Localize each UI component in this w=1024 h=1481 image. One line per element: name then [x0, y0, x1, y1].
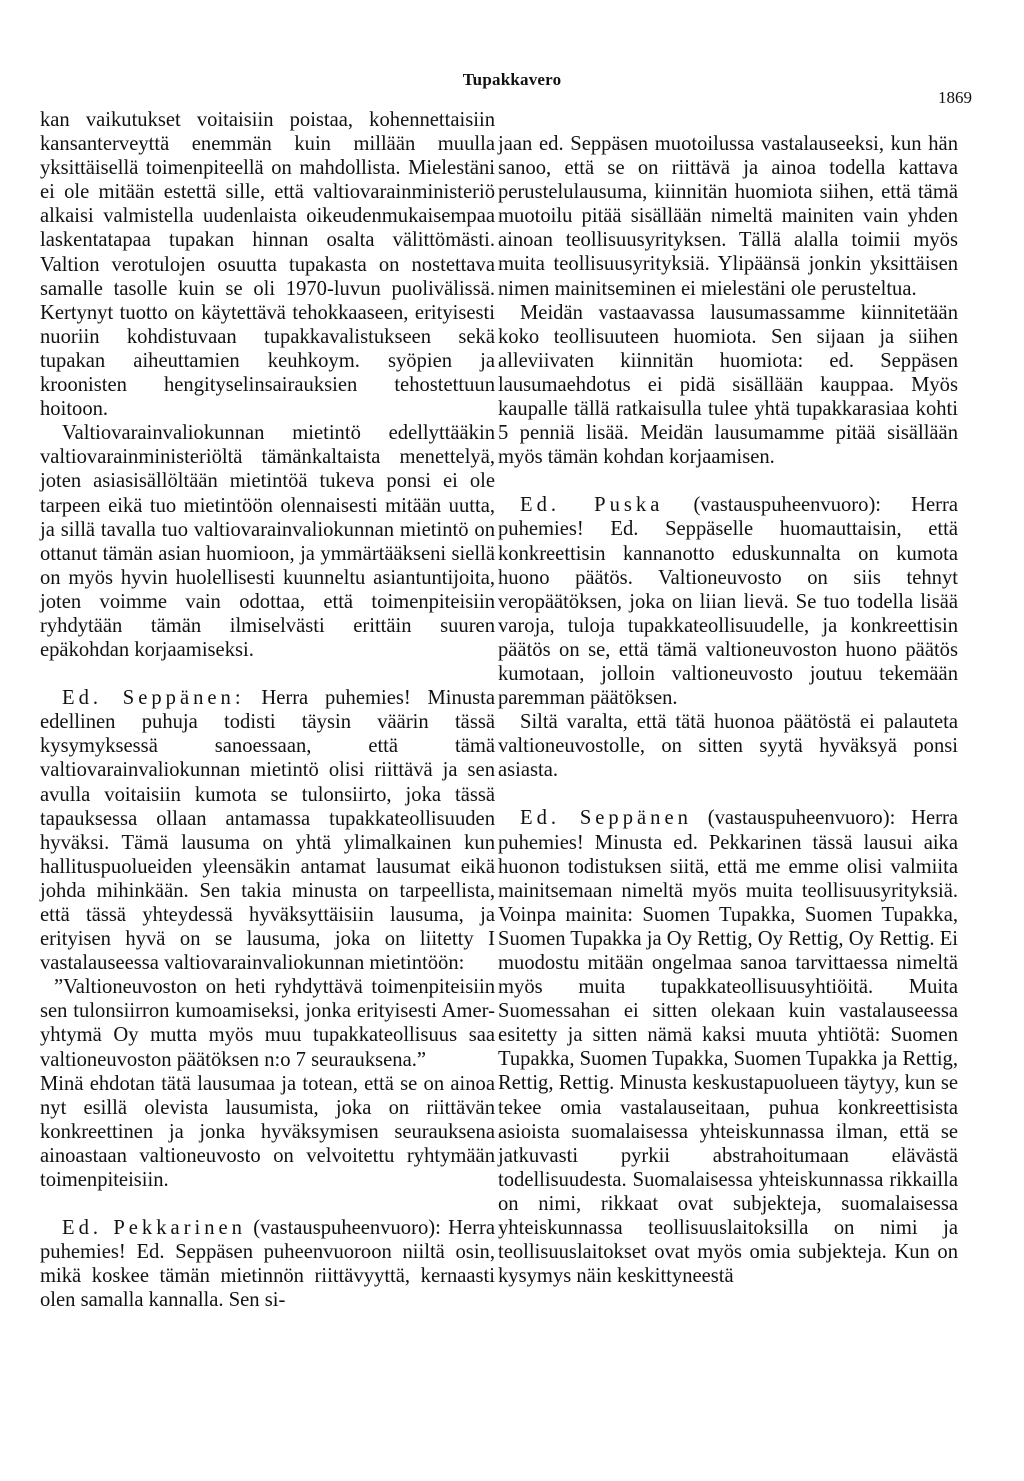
paragraph: Siltä varalta, että tätä huonoa päätöstä ei palauteta valtioneuvostolle, on sitten syytä hyväksyä ponsi asiasta.	[498, 711, 958, 782]
speech-text: (vastauspuheenvuoro): Herra puhemies! Ed. Seppäsen puheenvuoroon niiltä osin, mikä koskee tämän mietinnön riittävyyttä, kernaasti olen samalla kannalla. Sen si-	[40, 1217, 495, 1312]
speech-text: Herra puhemies! Minusta edellinen puhuja todisti täysin väärin tässä kysymyksessä sanoessaan, että tämä valtiovarainvaliokunnan mietintö olisi riittävä ja sen avulla voitaisiin kumota se tulonsiirto, joka tässä tapauksessa ollaan antamassa tupakkateollisuuden hyväksi. Tämä lausuma on yhtä ylimalkainen kun hallituspuolueiden yleensäkin antamat lausumat eikä johda mihinkään. Sen takia minusta on tarpeellista, että tässä yhteydessä hyväksyttäisiin lausuma, ja erityisen hyvä on se lausuma, joka on liitetty I vastalauseessa valtiovarainvaliokunnan mietintöön:	[40, 687, 495, 975]
speaker-name: Ed. Pekkarinen	[62, 1217, 246, 1240]
speech-text: (vastauspuheenvuoro): Herra puhemies! Ed. Seppäselle huomauttaisin, että konkreettisin kannanotto eduskunnalta on kumota huono päätös. Valtioneuvosto on siis tehnyt veropäätöksen, joka on liian lievä. Se tuo todella lisää varoja, tuloja tupakkateollisuudelle, ja konkreettisin päätös on se, että tämä valtioneuvoston huono päätös kumotaan, jolloin valtioneuvosto joutuu tekemään paremman päätöksen.	[498, 494, 959, 710]
speech-seppanen-2	[498, 806, 958, 1288]
speech-puska	[498, 493, 958, 710]
speech-pekkarinen	[40, 1216, 495, 1312]
paragraph: jaan ed. Seppäsen muotoilussa vastalauseeksi, kun hän sanoo, että se on riittävä ja ainoa todella kattava perustelulausuma, kiinnitän huomiota siihen, että tämä muotoilu pitää sisällään nimeltä mainiten vain yhden ainoan teollisuusyrityksen. Tällä alalla toimii myös muita teollisuusyrityksiä. Ylipäänsä jonkin yksittäisen nimen mainitseminen ei mielestäni ole perusteltua.	[498, 133, 958, 300]
page-number: 1869	[938, 88, 972, 107]
quotation: ”Valtioneuvoston on heti ryhdyttävä toimenpiteisiin sen tulonsiirron kumoamiseksi, jonka erityisesti Amer-yhtymä Oy mutta myös muu tupakkateollisuus saa valtioneuvoston päätöksen n:o 7 seurauksena.”	[40, 976, 495, 1071]
speaker-name: Ed. Puska	[520, 494, 664, 517]
paragraph: kan vaikutukset voitaisiin poistaa, kohennettaisiin kansanterveyttä enemmän kuin millään muulla yksittäisellä toimenpiteellä on mahdollista. Mielestäni ei ole mitään estettä sille, että valtiovarainministeriö alkaisi valmistella uudenlaista oikeudenmukaisempaa laskentatapaa tupakan hinnan osalta välittömästi. Valtion verotulojen osuutta tupakasta on nostettava samalle tasolle kuin se oli 1970-luvun puolivälissä. Kertynyt tuotto on käytettävä tehokkaaseen, erityisesti nuoriin kohdistuvaan tupakkavalistukseen sekä tupakan aiheuttamien keuhkoym. syöpien ja kroonisten hengityselinsairauksien tehostettuun hoitoon.	[40, 109, 495, 421]
left-column	[40, 108, 495, 1313]
right-column	[498, 132, 958, 1288]
paragraph: Minä ehdotan tätä lausumaa ja totean, että se on ainoa nyt esillä olevista lausumista, joka on riittävän konkreettinen ja jonka hyväksymisen seurauksena ainoastaan valtioneuvosto on velvoitettu ryhtymään toimenpiteisiin.	[40, 1072, 495, 1192]
speech-text: (vastauspuheenvuoro): Herra puhemies! Minusta ed. Pekkarinen tässä lausui aika huonon todistuksen siitä, että me emme olisi valmiita mainitsemaan nimeltä myös muita teollisuusyrityksiä. Voinpa mainita: Suomen Tupakka, Suomen Tupakka, Suomen Tupakka ja Oy Rettig, Oy Rettig, Oy Rettig. Ei muodostu mitään ongelmaa sanoa tarvittaessa nimeltä myös muita tupakkateollisuusyhtiöitä. Muita Suomessahan ei sitten olekaan kuin vastalauseessa esitetty ja sitten nämä kaksi muuta yhtiötä: Suomen Tupakka, Suomen Tupakka, Suomen Tupakka ja Rettig, Rettig, Rettig. Minusta keskustapuolueen täytyy, kun se tekee omia vastalauseitaan, puhua konkreettisista asioista suomalaisessa yhteiskunnassa ilman, että se jatkuvasti pyrkii abstrahoitumaan elävästä todellisuudesta. Suomalaisessa yhteiskunnassa rikkailla on nimi, rikkaat ovat subjekteja, suomalaisessa yhteiskunnassa teollisuuslaitoksilla on nimi ja teollisuuslaitokset ovat myös omia subjekteja. Kun on kysymys näin keskittyneestä	[498, 807, 958, 1288]
speaker-name: Ed. Seppänen	[520, 807, 692, 830]
speaker-name: Ed. Seppänen:	[62, 687, 245, 710]
paragraph: Meidän vastaavassa lausumassamme kiinnitetään koko teollisuuteen huomiota. Sen sijaan ja siihen alleviivaten kiinnitän huomiota: ed. Seppäsen lausumaehdotus ei pidä sisällään kauppaa. Myös kaupalle tällä ratkaisulla tulee yhtä tupakkarasiaa kohti 5 penniä lisää. Meidän lausumamme pitää sisällään myös tämän kohdan korjaamisen.	[498, 301, 958, 469]
speech-seppanen	[40, 686, 495, 975]
running-head-title: Tupakkavero	[462, 70, 562, 89]
paragraph: Valtiovarainvaliokunnan mietintö edellyttääkin valtiovarainministeriöltä tämänkaltaista menettelyä, joten asiasisällöltään mietintöä tukeva ponsi ei ole tarpeen eikä tuo mietintöön olennaisesti mitään uutta, ja sillä tavalla tuo valtiovarainvaliokunnan mietintö on ottanut tämän asian huomioon, ja ymmärtääkseni siellä on myös hyvin huolellisesti kuunneltu asiantuntijoita, joten voimme vain odottaa, että toimenpiteisiin ryhdytään tämän ilmiselvästi erittäin suuren epäkohdan korjaamiseksi.	[40, 422, 495, 662]
